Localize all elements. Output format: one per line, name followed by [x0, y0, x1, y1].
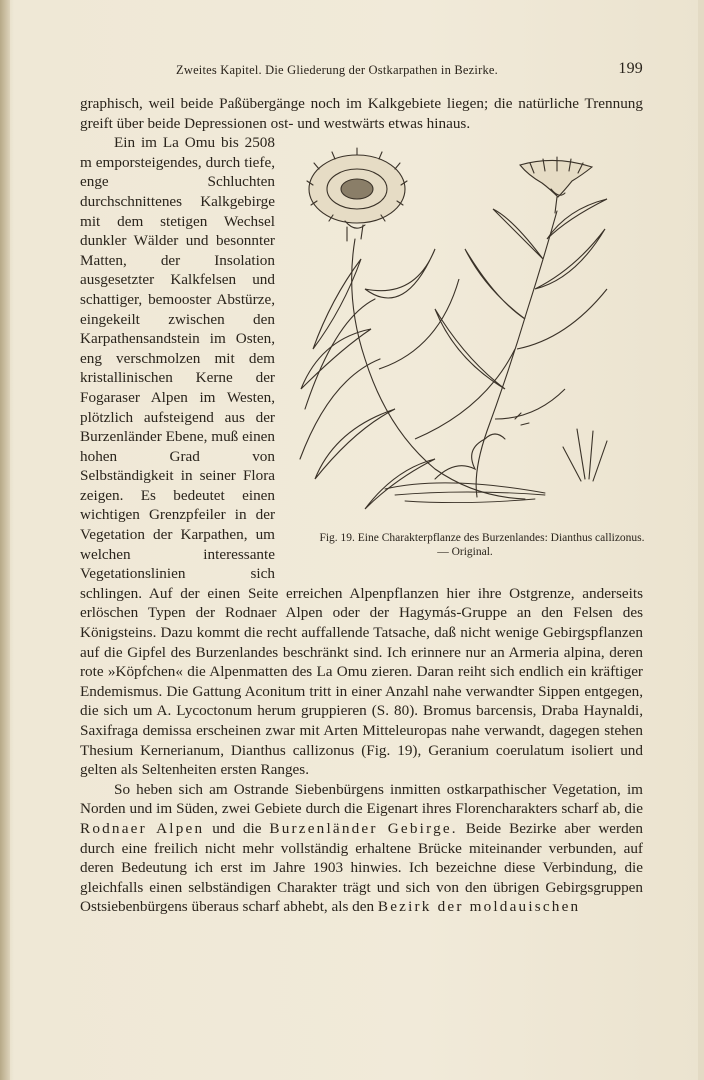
body-text [80, 94, 643, 917]
paragraph-3 [80, 780, 643, 917]
figure-caption: Fig. 19. Eine Charakterpflanze des Burzenlandes: Dianthus callizonus. — Original. [319, 532, 645, 559]
right-flower-bud [520, 157, 592, 213]
paragraph-3-part-c: und die [212, 819, 262, 837]
left-flower-head [307, 148, 407, 241]
emphasis-bezirk-moldauischen: Bezirk der moldauischen [377, 898, 581, 916]
page-edge [698, 0, 704, 1080]
paragraph-2-text: Ein im La Omu bis 2508 m emporsteigendes, durch tiefe, enge Schluchten durchschnittenes Kalkgebirge mit dem stetigen Wechsel dunkler Wälder und besonnter Matten, der Insolation ausgesetzter Kalkfelsen und schattiger, bemooster Abstürze, eingekeilt zwischen den Karpathensandstein im Osten, eng verschmolzen mit dem kristallinischen Kerne der Fogaraser Alpen im Westen, plötzlich aufsteigend aus der Burzenländer Ebene, muß einen hohen Grad von Selbständigkeit in seiner Flora zeigen. Es bedeutet einen wichtigen Grenzpfeiler in der Vegetation der Karpathen, um welchen interessante Vegetationslinien sich schlingen. Auf der einen Seite erreichen Alpenpflanzen hier ihre Ostgrenze, anderseits erlöschen Typen der Rodnaer Alpen oder der Hagymás-Gruppe an den Felsen des Königsteins. Dazu kommt die recht auffallende Tatsache, daß nicht wenige Gebirgspflanzen auf die Gipfel des Burzenlandes beschränkt sind. Ich erinnere nur an Armeria alpina, deren rote »Köpfchen« die Alpenmatten des La Omu zieren. Daran reiht sich endlich ein kräftiger Endemismus. Die Gattung Aconitum tritt in einer Anzahl nahe verwandter Sippen entgegen, die sich um A. Lycoctonum herum gruppieren (S. 80). Bromus barcensis, Draba Haynaldi, Saxifraga demissa erscheinen zwar mit Arten Mitteleuropas nahe verwandt, dagegen stehen Thesium Kernerianum, Dianthus callizonus (Fig. 19), Geranium coerulatum isoliert und gelten als Seltenheiten ersten Ranges. [80, 134, 643, 779]
paragraph-1: graphisch, weil beide Paßübergänge noch im Kalkgebiete liegen; die natürliche Trennung greift über beide Depressionen ost- und westwärts etwas hinaus. [80, 95, 643, 132]
paragraph-2 [80, 133, 643, 780]
page-number: 199 [618, 60, 643, 77]
figure-19 [285, 139, 645, 569]
emphasis-rodnaer-alpen: Rodnaer Alpen [80, 819, 205, 837]
running-title: Zweites Kapitel. Die Gliederung der Ostkarpathen in Bezirke. [176, 63, 498, 77]
paragraph-3-part-a: So heben sich am Ostrande Siebenbürgens inmitten ostkarpathischer Vegetation, im Norden und im Süden, zwei Gebiete durch die Eigenart ihres Florencharakters scharf ab, die [80, 780, 643, 818]
dianthus-plant-illustration-icon [285, 139, 645, 529]
running-header [80, 60, 643, 80]
paragraph-3-part-e: Beide Bezirke aber werden durch eine freilich nicht mehr vollständig erhaltene Brücke miteinander verbunden, auf deren Bedeutung ich erst im Jahre 1903 hinwies. Ich bezeichne diese Verbindung, die gleichfalls einen selbständigen Charakter trägt und sich von den übrigen Gebirgsgruppen Ostsiebenbürgens überaus scharf abhebt, als den [80, 819, 644, 916]
emphasis-burzenlaender-gebirge: Burzenländer Gebirge. [269, 819, 458, 837]
book-gutter [0, 0, 10, 1080]
